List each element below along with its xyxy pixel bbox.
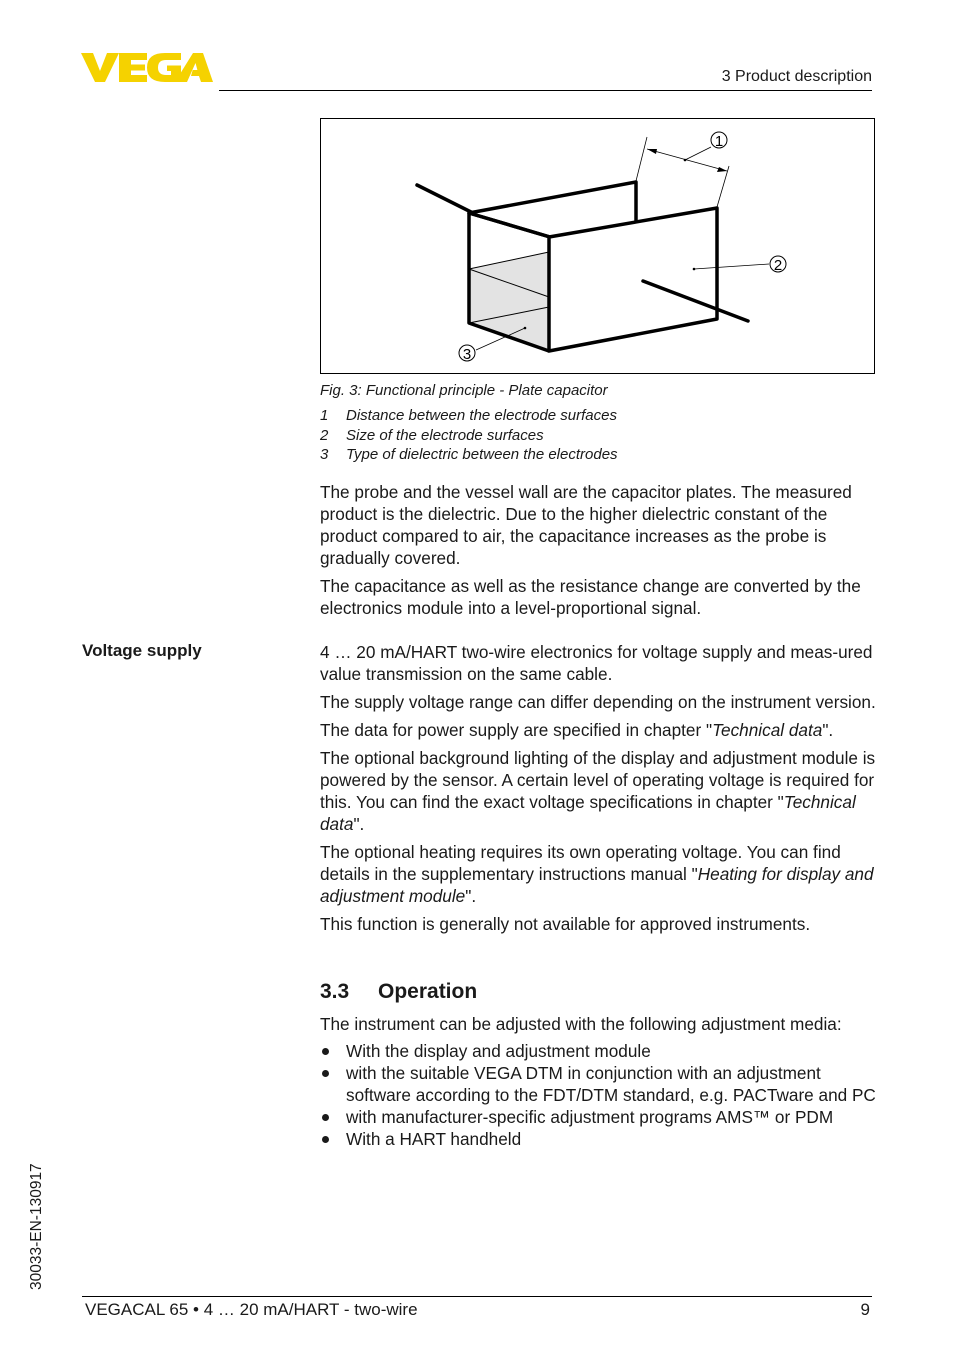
intro-text [320,481,876,625]
section-number: 3.3 [320,980,350,1003]
legend-item: 1 Distance between the electrode surfaces [320,407,617,424]
paragraph: The optional heating requires its own operating voltage. You can find details in the supplementary instructions manual "Heating for display and adjustment module". [320,842,874,906]
paragraph: 4 … 20 mA/HART two-wire electronics for voltage supply and meas-ured value transmission on the same cable. [320,642,873,684]
adjustment-media-list [320,1040,876,1150]
figure-plate-capacitor [320,118,875,374]
bullet-icon [322,1070,329,1077]
callout-1: 1 [714,133,724,150]
callout-2: 2 [773,257,783,274]
list-item: with the suitable VEGA DTM in conjunction with an adjustment software according to the FDT/DTM standard, e.g. PACTware and PC [320,1062,876,1106]
list-item: With the display and adjustment module [320,1040,876,1062]
header-divider [219,90,872,91]
paragraph: The instrument can be adjusted with the following adjustment media: [320,1014,842,1034]
figure-caption: Fig. 3: Functional principle - Plate capacitor [320,382,608,399]
bullet-icon [322,1136,329,1143]
voltage-supply-text [320,641,876,941]
list-item: With a HART handheld [320,1128,876,1150]
operation-intro [320,1013,876,1041]
vega-logo [81,50,213,84]
back-plate-lead [417,185,473,213]
voltage-supply-label: Voltage supply [82,641,202,660]
bullet-icon [322,1048,329,1055]
legend-item: 3 Type of dielectric between the electrodes [320,446,618,463]
figure-legend [320,406,618,465]
bullet-icon [322,1114,329,1121]
footer-divider [82,1296,872,1297]
paragraph: This function is generally not available for approved instruments. [320,914,811,934]
section-heading-operation [320,980,477,1004]
legend-item: 2 Size of the electrode surfaces [320,426,544,444]
page-number: 9 [860,1300,870,1319]
paragraph: The supply voltage range can differ depending on the instrument version. [320,692,876,712]
footer-title: VEGACAL 65 • 4 … 20 mA/HART - two-wire [85,1300,418,1319]
header-section-title: 3 Product description [721,68,872,85]
paragraph: The optional background lighting of the display and adjustment module is powered by the sensor. A certain level of operating voltage is required for this. You can find the exact voltage specifications in chapter "Technical data". [320,748,876,834]
callout-3: 3 [462,346,472,363]
paragraph: The capacitance as well as the resistance change are converted by the electronics module into a level-proportional signal. [320,576,861,618]
section-title: Operation [378,980,478,1003]
paragraph: The data for power supply are specified in chapter "Technical data". [320,720,834,740]
paragraph: The probe and the vessel wall are the capacitor plates. The measured product is the dielectric. Due to the higher dielectric constant of the product compared to air, the capacitance increases as the probe is gradually covered. [320,482,852,568]
front-plate [549,208,717,351]
document-code: 30033-EN-130917 [28,1163,45,1290]
list-item: with manufacturer-specific adjustment programs AMS™ or PDM [320,1106,876,1128]
